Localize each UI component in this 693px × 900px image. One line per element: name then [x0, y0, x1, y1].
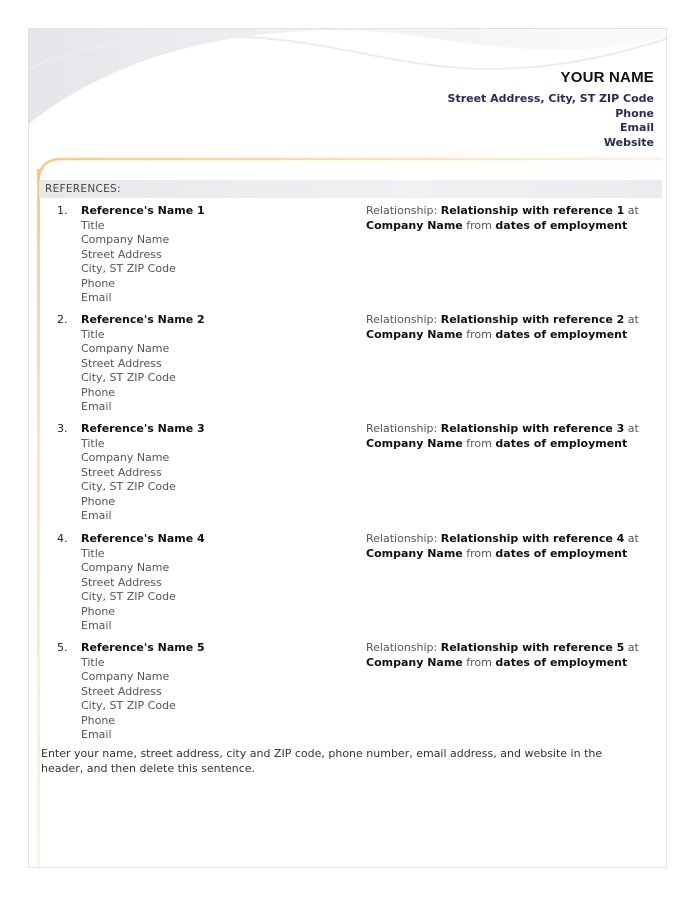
reference-company[interactable]: Company Name: [81, 342, 170, 355]
relationship-value[interactable]: Relationship with reference 4: [440, 532, 625, 545]
reference-details: [81, 422, 205, 524]
reference-item: [29, 532, 666, 632]
reference-number: 2.: [57, 313, 68, 326]
relationship-company[interactable]: Company Name: [366, 655, 463, 669]
reference-email[interactable]: Email: [81, 509, 112, 522]
reference-city[interactable]: City, ST ZIP Code: [81, 262, 176, 275]
reference-phone[interactable]: Phone: [81, 713, 116, 727]
reference-name[interactable]: Reference's Name 2: [81, 313, 205, 326]
phone[interactable]: Phone: [615, 106, 654, 120]
employment-dates[interactable]: dates of employment: [495, 546, 628, 560]
reference-email[interactable]: Email: [81, 619, 112, 632]
header-contact-block: [448, 69, 654, 150]
reference-number: 1.: [57, 204, 68, 217]
relationship-label: Relationship:: [366, 204, 438, 217]
email[interactable]: Email: [620, 121, 654, 134]
from-text: from: [466, 327, 492, 341]
reference-city[interactable]: City, ST ZIP Code: [81, 480, 176, 493]
reference-title[interactable]: Title: [81, 327, 105, 341]
reference-details: [81, 532, 205, 634]
reference-details: [81, 641, 205, 743]
reference-number: 5.: [57, 641, 68, 654]
reference-name[interactable]: Reference's Name 3: [81, 422, 205, 435]
reference-street[interactable]: Street Address: [81, 247, 162, 261]
reference-item: [29, 313, 666, 413]
resume-page: [28, 28, 667, 868]
from-text: from: [466, 436, 492, 450]
relationship-value[interactable]: Relationship with reference 2: [440, 313, 625, 326]
reference-number: 3.: [57, 422, 68, 435]
reference-details: [81, 204, 205, 306]
reference-title[interactable]: Title: [81, 436, 105, 450]
reference-city[interactable]: City, ST ZIP Code: [81, 371, 176, 384]
website[interactable]: Website: [603, 135, 654, 149]
from-text: from: [466, 218, 492, 232]
section-title[interactable]: REFERENCES:: [45, 183, 121, 195]
reference-item: [29, 422, 666, 522]
reference-relationship: [366, 641, 656, 670]
reference-company[interactable]: Company Name: [81, 561, 170, 574]
instruction-note[interactable]: Enter your name, street address, city and ZIP code, phone number, email address, and website in the header, and then delete this sentence.: [41, 747, 603, 775]
at-text: at: [627, 641, 639, 654]
at-text: at: [627, 313, 639, 326]
reference-company[interactable]: Company Name: [81, 451, 170, 464]
employment-dates[interactable]: dates of employment: [495, 436, 628, 450]
reference-title[interactable]: Title: [81, 218, 105, 232]
reference-title[interactable]: Title: [81, 655, 105, 669]
reference-name[interactable]: Reference's Name 4: [81, 532, 205, 545]
reference-relationship: [366, 532, 656, 561]
reference-email[interactable]: Email: [81, 728, 112, 741]
at-text: at: [627, 422, 639, 435]
reference-relationship: [366, 313, 656, 342]
your-name[interactable]: YOUR NAME: [560, 69, 654, 86]
relationship-label: Relationship:: [366, 532, 438, 545]
reference-city[interactable]: City, ST ZIP Code: [81, 590, 176, 603]
relationship-label: Relationship:: [366, 313, 438, 326]
reference-number: 4.: [57, 532, 68, 545]
employment-dates[interactable]: dates of employment: [495, 218, 628, 232]
reference-phone[interactable]: Phone: [81, 385, 116, 399]
relationship-value[interactable]: Relationship with reference 1: [440, 204, 625, 217]
reference-street[interactable]: Street Address: [81, 465, 162, 479]
street-address[interactable]: Street Address, City, ST ZIP Code: [447, 92, 654, 105]
relationship-company[interactable]: Company Name: [366, 218, 463, 232]
reference-company[interactable]: Company Name: [81, 233, 170, 246]
reference-details: [81, 313, 205, 415]
relationship-value[interactable]: Relationship with reference 3: [440, 422, 625, 435]
relationship-label: Relationship:: [366, 641, 438, 654]
from-text: from: [466, 546, 492, 560]
relationship-company[interactable]: Company Name: [366, 327, 463, 341]
reference-phone[interactable]: Phone: [81, 494, 116, 508]
reference-company[interactable]: Company Name: [81, 670, 170, 683]
from-text: from: [466, 655, 492, 669]
reference-item: [29, 641, 666, 741]
reference-relationship: [366, 204, 656, 233]
reference-name[interactable]: Reference's Name 1: [81, 204, 205, 217]
employment-dates[interactable]: dates of employment: [495, 655, 628, 669]
reference-item: [29, 204, 666, 304]
section-bar: [39, 180, 662, 198]
employment-dates[interactable]: dates of employment: [495, 327, 628, 341]
relationship-company[interactable]: Company Name: [366, 436, 463, 450]
reference-relationship: [366, 422, 656, 451]
relationship-label: Relationship:: [366, 422, 438, 435]
reference-street[interactable]: Street Address: [81, 684, 162, 698]
reference-email[interactable]: Email: [81, 291, 112, 304]
reference-phone[interactable]: Phone: [81, 276, 116, 290]
reference-phone[interactable]: Phone: [81, 604, 116, 618]
reference-title[interactable]: Title: [81, 546, 105, 560]
reference-city[interactable]: City, ST ZIP Code: [81, 699, 176, 712]
reference-street[interactable]: Street Address: [81, 575, 162, 589]
relationship-value[interactable]: Relationship with reference 5: [440, 641, 625, 654]
reference-street[interactable]: Street Address: [81, 356, 162, 370]
relationship-company[interactable]: Company Name: [366, 546, 463, 560]
at-text: at: [627, 532, 639, 545]
reference-email[interactable]: Email: [81, 400, 112, 413]
at-text: at: [627, 204, 639, 217]
reference-name[interactable]: Reference's Name 5: [81, 641, 205, 654]
